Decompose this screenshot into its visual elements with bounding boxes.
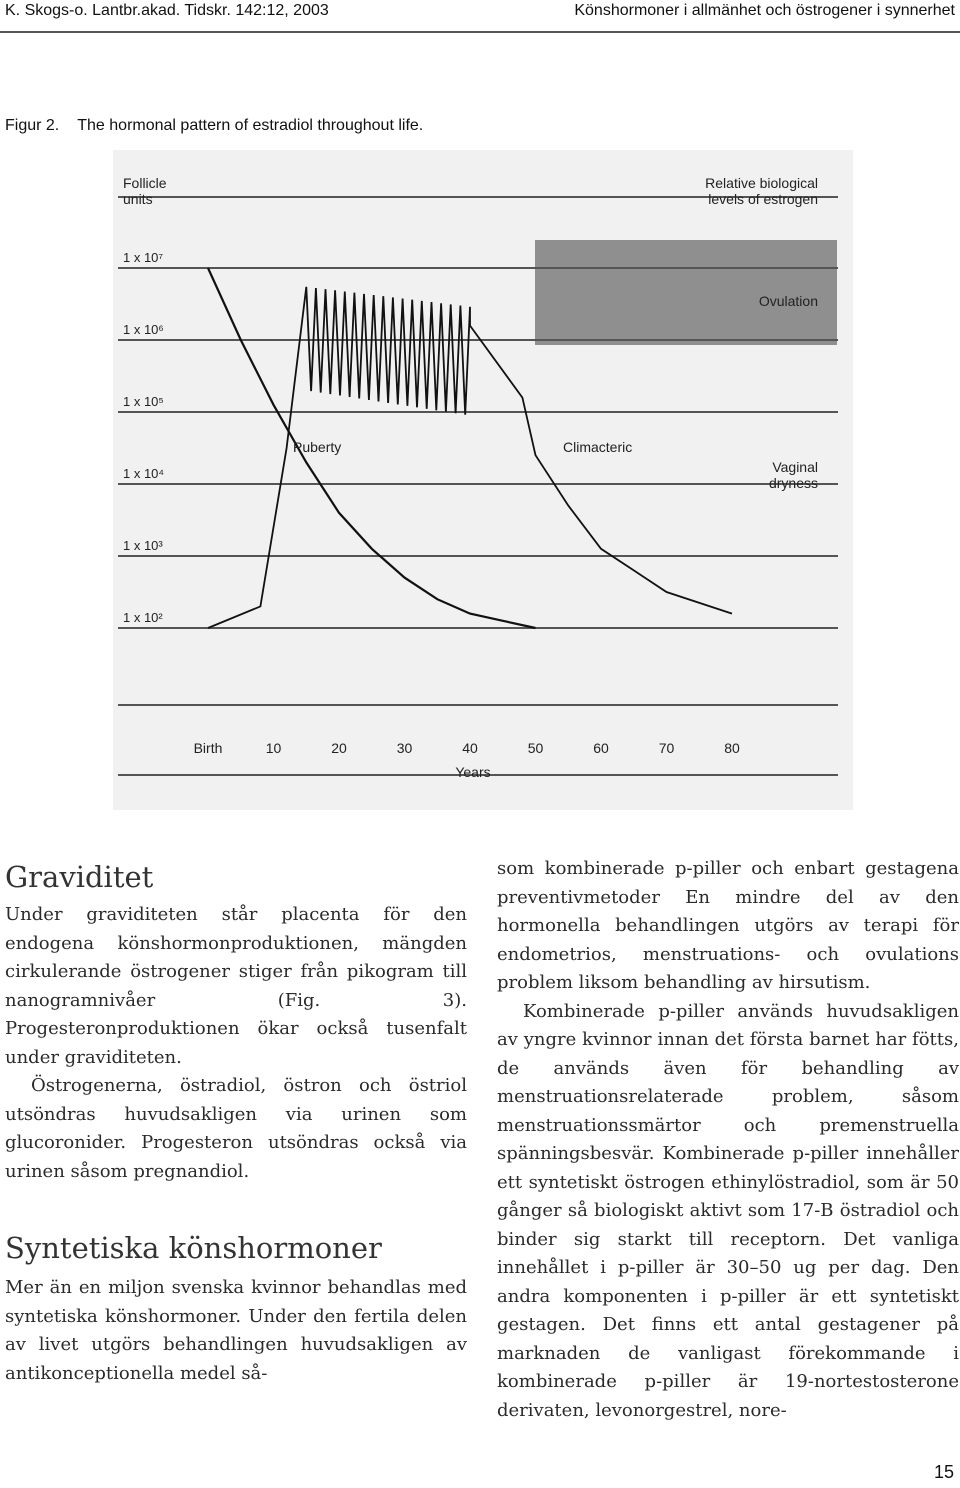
left-column [5, 857, 467, 1388]
right-axis-label: Relative biological [705, 175, 818, 191]
x-tick-label: 20 [331, 740, 347, 756]
right-column [497, 855, 959, 1425]
running-title: Könshormoner i allmänhet och östrogener i synnerhet [574, 2, 955, 19]
page-number: 15 [933, 1462, 954, 1482]
x-tick-label: 70 [658, 740, 675, 756]
paragraph: Under graviditeten står placenta för den endogena könshormonproduktionen, mängden cirkulerande östrogener stiger från pikogram till nanogramnivåer (Fig. 3). Progesteronproduktionen ökar också tusenfalt under graviditeten. [5, 904, 467, 1068]
figure-caption-text: The hormonal pattern of estradiol throughout life. [77, 117, 424, 134]
estradiol-figure [113, 150, 853, 810]
y-tick-label: 1 x 10⁷ [123, 250, 164, 265]
vaginal-dryness-label: Vaginal [772, 459, 818, 475]
y-tick-label: 1 x 10⁶ [123, 322, 164, 337]
y-tick-label: 1 x 10⁵ [123, 394, 164, 409]
running-header [5, 0, 955, 24]
y-tick-label: 1 x 10² [123, 610, 163, 625]
x-tick-label: 80 [724, 740, 740, 756]
x-tick-label: Birth [193, 740, 223, 756]
y-tick-label: 1 x 10³ [123, 538, 163, 553]
figure-label: Figur 2. [5, 117, 60, 134]
left-axis-label: Follicle [123, 175, 167, 191]
ovulation-label: Ovulation [758, 293, 818, 309]
paragraph: Kombinerade p-piller används huvudsakligen av yngre kvinnor innan det första barnet har fötts, de används även för behandling av menstruationsrelaterade problem, såsom menstruationssmärtor och premenstruella spänningsbesvär. Kombinerade p-piller innehåller ett syntetiskt östrogen ethinylöstradiol, som är 50 gånger så biologiskt aktivt som 17-B östradiol och binder sig starkt till receptorn. Det vanliga innehållet i p-piller är 30–50 ug per dag. Den andra komponenten i p-piller är ett syntetiskt gestagen. Det finns ett antal gestagener på marknaden de vanligast förekommande i kombinerade p-piller är 19-nortestosterone derivaten, levonorgestrel, nore- [497, 1000, 959, 1421]
figure-caption [5, 117, 423, 135]
section-heading-graviditet: Graviditet [5, 860, 154, 894]
paragraph: som kombinerade p-piller och enbart gestagena preventivmetoder En mindre del av den hormonella behandlingen utgörs av terapi för endometrios, menstruations- och ovulations problem liksom behandling av hirsutism. [497, 858, 959, 993]
section-heading-syntetiska: Syntetiska könshormoner [5, 1231, 382, 1265]
x-axis-label: Years [455, 764, 491, 780]
left-axis-label: units [123, 191, 153, 207]
journal-citation: K. Skogs-o. Lantbr.akad. Tidskr. 142:12, 2003 [5, 2, 329, 19]
y-tick-label: 1 x 10⁴ [123, 466, 164, 481]
x-tick-label: 30 [396, 740, 413, 756]
x-tick-label: 50 [527, 740, 544, 756]
paragraph: Mer än en miljon svenska kvinnor behandlas med syntetiska könshormoner. Under den fertila delen av livet utgörs behandlingen huvudsakligen av antikonceptionella medel så- [5, 1277, 467, 1384]
vaginal-dryness-label: dryness [768, 475, 818, 491]
x-tick-label: 40 [462, 740, 478, 756]
x-tick-label: 10 [265, 740, 282, 756]
estradiol-chart [113, 150, 853, 810]
puberty-label: Puberty [293, 439, 342, 455]
x-tick-label: 60 [593, 740, 609, 756]
climacteric-label: Climacteric [563, 439, 633, 455]
header-rule [0, 31, 960, 33]
paragraph: Östrogenerna, östradiol, östron och östriol utsöndras huvudsakligen via urinen som glucoronider. Progesteron utsöndras också via urinen såsom pregnandiol. [5, 1075, 467, 1182]
right-axis-label: levels of estrogen [708, 191, 818, 207]
